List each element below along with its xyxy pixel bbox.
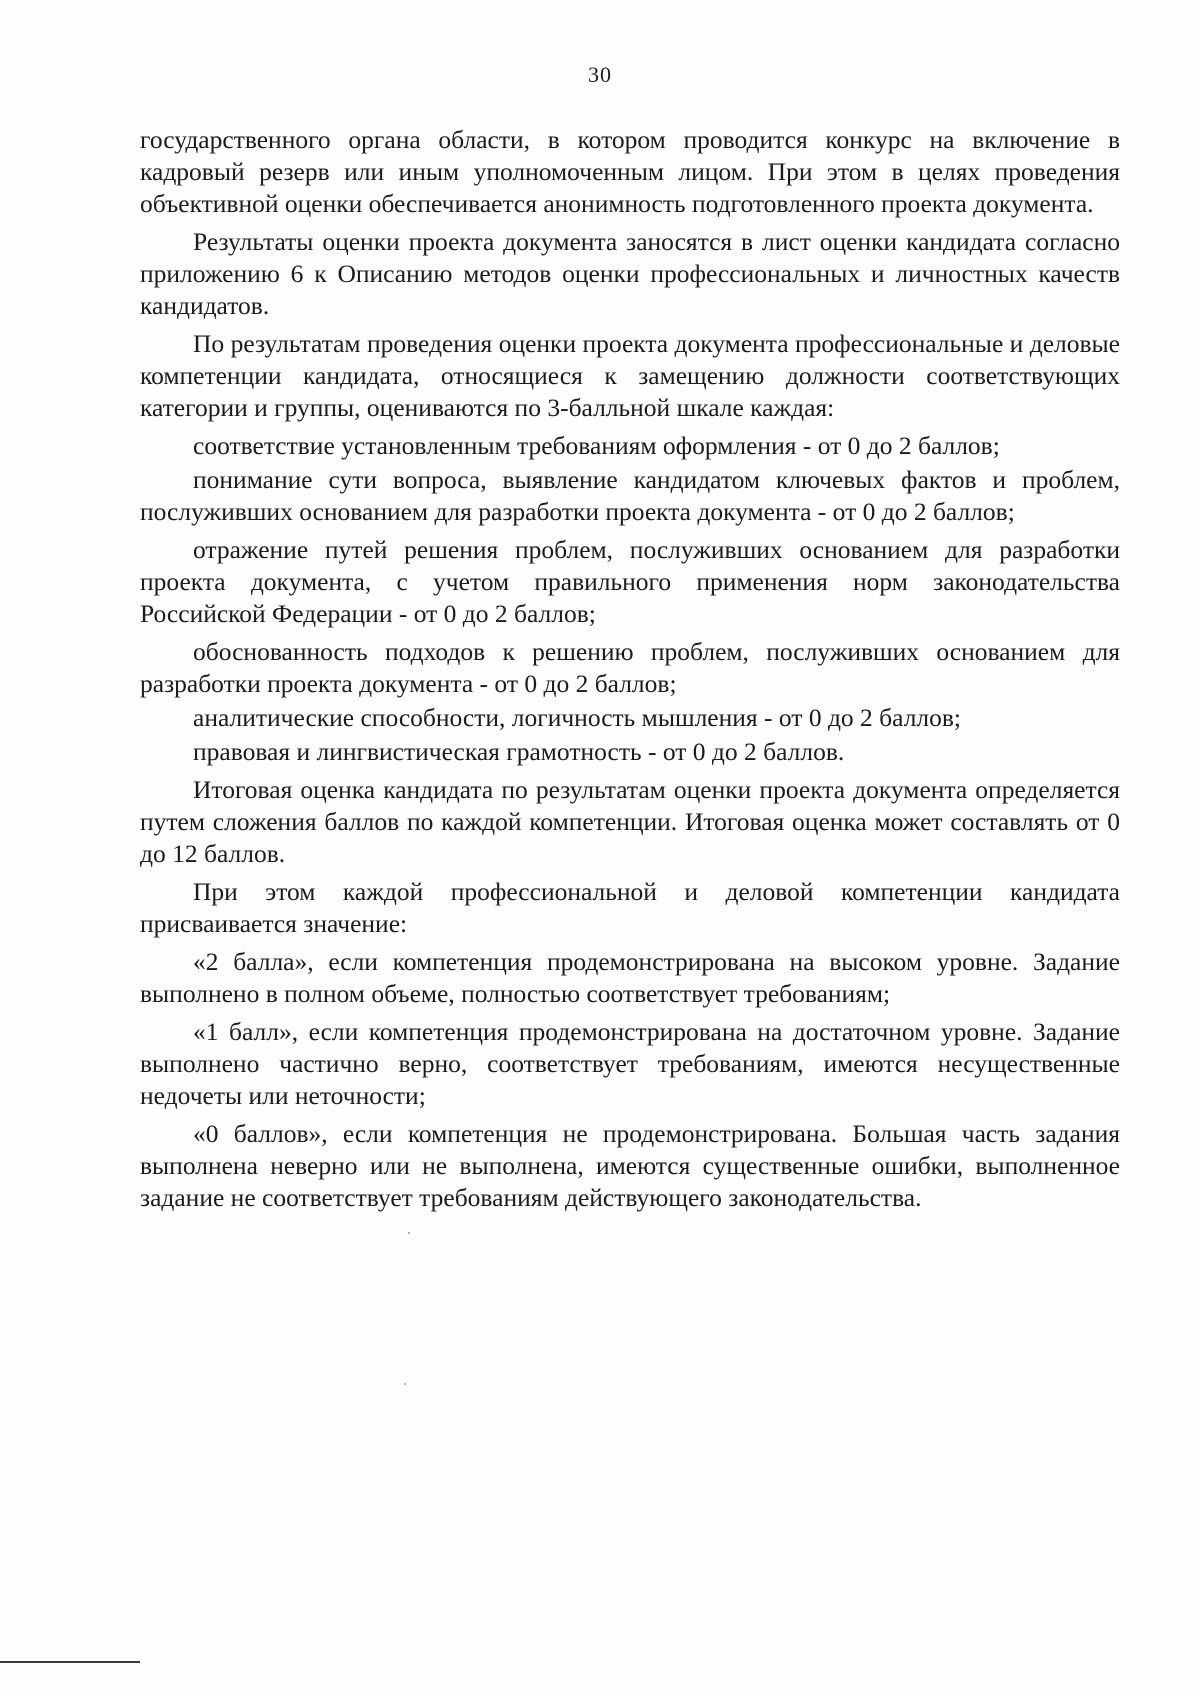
criterion-understanding: понимание сути вопроса, выявление кандидатом ключевых фактов и проблем, послуживших основанием для разработки проекта документа - от 0 до 2 баллов; [140, 465, 1120, 526]
criterion-analytical-skills: аналитические способности, логичность мышления - от 0 до 2 баллов; [193, 703, 962, 732]
paragraph-total-score: Итоговая оценка кандидата по результатам оценки проекта документа определяется путем сложения баллов по каждой компетенции. Итоговая оценка может составлять от 0 до 12 баллов. [140, 775, 1120, 868]
document-body [140, 124, 1120, 1220]
paragraph-scoring-scale: По результатам проведения оценки проекта документа профессиональные и деловые компетенции кандидата, относящиеся к замещению должности соответствующих категории и группы, оцениваются по 3-балльной шкале каждая: [140, 329, 1120, 422]
scan-artifact [408, 1232, 410, 1234]
score-level-1: «1 балл», если компетенция продемонстрирована на достаточном уровне. Задание выполнено частично верно, соответствует требованиям, имеются несущественные недочеты или неточности; [140, 1017, 1120, 1110]
page-number: 30 [588, 62, 612, 87]
criterion-solutions: отражение путей решения проблем, послуживших основанием для разработки проекта документа, с учетом правильного применения норм законодательства Российской Федерации - от 0 до 2 баллов; [140, 535, 1120, 628]
paragraph-continuation: государственного органа области, в котором проводится конкурс на включение в кадровый резерв или иным уполномоченным лицом. При этом в целях проведения объективной оценки обеспечивается анонимность подготовленного проекта документа. [140, 125, 1120, 218]
scan-edge-line [0, 1661, 140, 1663]
paragraph-results-recording: Результаты оценки проекта документа заносятся в лист оценки кандидата согласно приложению 6 к Описанию методов оценки профессиональных и личностных качеств кандидатов. [140, 227, 1120, 320]
score-level-0: «0 баллов», если компетенция не продемонстрирована. Большая часть задания выполнена неверно или не выполнена, имеются существенные ошибки, выполненное задание не соответствует требованиям действующего законодательства. [140, 1119, 1120, 1212]
paragraph-value-assignment: При этом каждой профессиональной и деловой компетенции кандидата присваивается значение: [140, 877, 1120, 938]
score-level-2: «2 балла», если компетенция продемонстрирована на высоком уровне. Задание выполнено в полном объеме, полностью соответствует требованиям; [140, 947, 1120, 1008]
criterion-formatting: соответствие установленным требованиям оформления - от 0 до 2 баллов; [193, 431, 1000, 460]
criterion-approach-validity: обоснованность подходов к решению проблем, послуживших основанием для разработки проекта документа - от 0 до 2 баллов; [140, 637, 1120, 698]
scan-artifact [404, 1383, 406, 1385]
criterion-literacy: правовая и лингвистическая грамотность - от 0 до 2 баллов. [193, 737, 845, 766]
